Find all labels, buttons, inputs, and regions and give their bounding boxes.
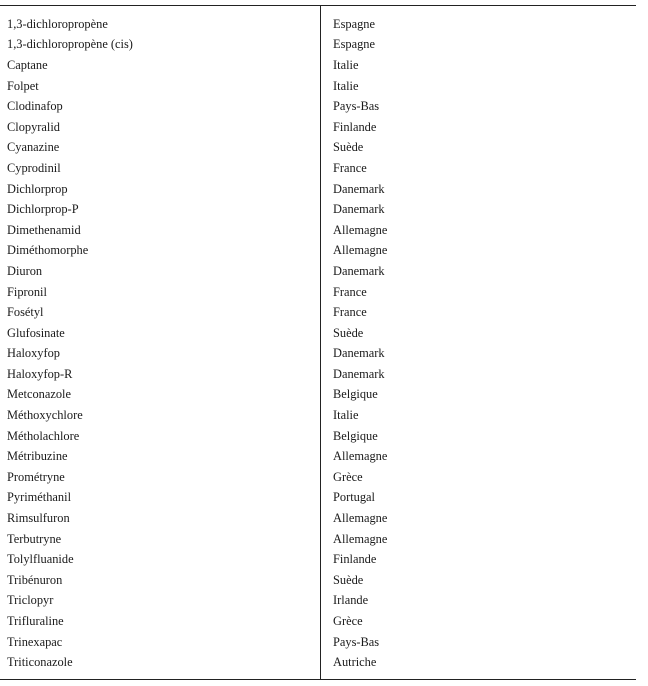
substance-cell: Cyanazine xyxy=(7,140,60,155)
substance-cell: Haloxyfop-R xyxy=(7,366,73,381)
table-row xyxy=(0,549,636,570)
country-cell: Grèce xyxy=(333,469,363,484)
substance-cell: Fipronil xyxy=(7,284,47,299)
substance-cell: Trinexapac xyxy=(7,634,63,649)
table-row xyxy=(0,96,636,117)
substance-cell: Diuron xyxy=(7,263,43,278)
table-row xyxy=(0,323,636,344)
substance-cell: Trifluraline xyxy=(7,614,64,629)
table-row xyxy=(0,611,636,632)
country-cell: Italie xyxy=(333,57,359,72)
country-cell: Danemark xyxy=(333,346,385,361)
table-row xyxy=(0,652,636,673)
table-row xyxy=(0,35,636,56)
substance-cell: Clodinafop xyxy=(7,99,63,114)
substance-cell: Tribénuron xyxy=(7,572,63,587)
substance-cell: Dichlorprop xyxy=(7,181,68,196)
substance-cell: Pyriméthanil xyxy=(7,490,72,505)
country-cell: Italie xyxy=(333,78,359,93)
table-row xyxy=(0,117,636,138)
country-cell: Portugal xyxy=(333,490,375,505)
country-cell: France xyxy=(333,160,367,175)
substance-cell: Triticonazole xyxy=(7,655,73,670)
country-cell: Allemagne xyxy=(333,511,388,526)
substance-country-table xyxy=(0,5,636,680)
country-cell: Danemark xyxy=(333,181,385,196)
table-row xyxy=(0,570,636,591)
substance-cell: Diméthomorphe xyxy=(7,243,89,258)
substance-cell: Captane xyxy=(7,57,48,72)
country-cell: Espagne xyxy=(333,16,375,31)
table-row xyxy=(0,138,636,159)
table-row xyxy=(0,344,636,365)
table-row xyxy=(0,282,636,303)
table-row xyxy=(0,199,636,220)
country-cell: Belgique xyxy=(333,428,378,443)
country-cell: Belgique xyxy=(333,387,378,402)
table-row xyxy=(0,302,636,323)
table-row xyxy=(0,179,636,200)
table-row xyxy=(0,364,636,385)
table-row xyxy=(0,55,636,76)
table-row xyxy=(0,76,636,97)
table-row xyxy=(0,405,636,426)
country-cell: Pays-Bas xyxy=(333,99,380,114)
substance-cell: Folpet xyxy=(7,78,39,93)
country-cell: Danemark xyxy=(333,366,385,381)
country-cell: Finlande xyxy=(333,552,377,567)
country-cell: Suède xyxy=(333,140,364,155)
country-cell: Italie xyxy=(333,408,359,423)
country-cell: Grèce xyxy=(333,614,363,629)
table-row xyxy=(0,591,636,612)
country-cell: Autriche xyxy=(333,655,377,670)
country-cell: Danemark xyxy=(333,263,385,278)
table-row xyxy=(0,261,636,282)
substance-cell: Métholachlore xyxy=(7,428,80,443)
country-cell: Danemark xyxy=(333,202,385,217)
substance-cell: Méthoxychlore xyxy=(7,408,83,423)
country-cell: Allemagne xyxy=(333,449,388,464)
country-cell: Finlande xyxy=(333,119,377,134)
table-row xyxy=(0,426,636,447)
table-row xyxy=(0,220,636,241)
substance-cell: Cyprodinil xyxy=(7,160,61,175)
column-divider xyxy=(320,6,321,679)
substance-cell: Prométryne xyxy=(7,469,65,484)
substance-cell: Glufosinate xyxy=(7,325,65,340)
country-cell: France xyxy=(333,305,367,320)
country-cell: France xyxy=(333,284,367,299)
table-row xyxy=(0,158,636,179)
table-row xyxy=(0,385,636,406)
substance-cell: Clopyralid xyxy=(7,119,60,134)
table-row xyxy=(0,241,636,262)
country-cell: Suède xyxy=(333,572,364,587)
table-row xyxy=(0,467,636,488)
table-row xyxy=(0,488,636,509)
country-cell: Espagne xyxy=(333,37,375,52)
substance-cell: Metconazole xyxy=(7,387,71,402)
country-cell: Allemagne xyxy=(333,243,388,258)
substance-cell: Dimethenamid xyxy=(7,222,81,237)
table-row xyxy=(0,632,636,653)
substance-cell: Terbutryne xyxy=(7,531,62,546)
substance-cell: 1,3-dichloropropène (cis) xyxy=(7,37,133,52)
country-cell: Allemagne xyxy=(333,531,388,546)
table-row xyxy=(0,529,636,550)
country-cell: Pays-Bas xyxy=(333,634,380,649)
substance-cell: Fosétyl xyxy=(7,305,44,320)
substance-cell: Triclopyr xyxy=(7,593,54,608)
country-cell: Suède xyxy=(333,325,364,340)
substance-cell: 1,3-dichloropropène xyxy=(7,16,108,31)
table-row xyxy=(0,14,636,35)
table-body xyxy=(0,6,636,679)
substance-cell: Métribuzine xyxy=(7,449,68,464)
substance-cell: Dichlorprop-P xyxy=(7,202,79,217)
table-row xyxy=(0,508,636,529)
substance-cell: Tolylfluanide xyxy=(7,552,74,567)
substance-cell: Haloxyfop xyxy=(7,346,60,361)
country-cell: Irlande xyxy=(333,593,369,608)
substance-cell: Rimsulfuron xyxy=(7,511,70,526)
country-cell: Allemagne xyxy=(333,222,388,237)
table-row xyxy=(0,446,636,467)
